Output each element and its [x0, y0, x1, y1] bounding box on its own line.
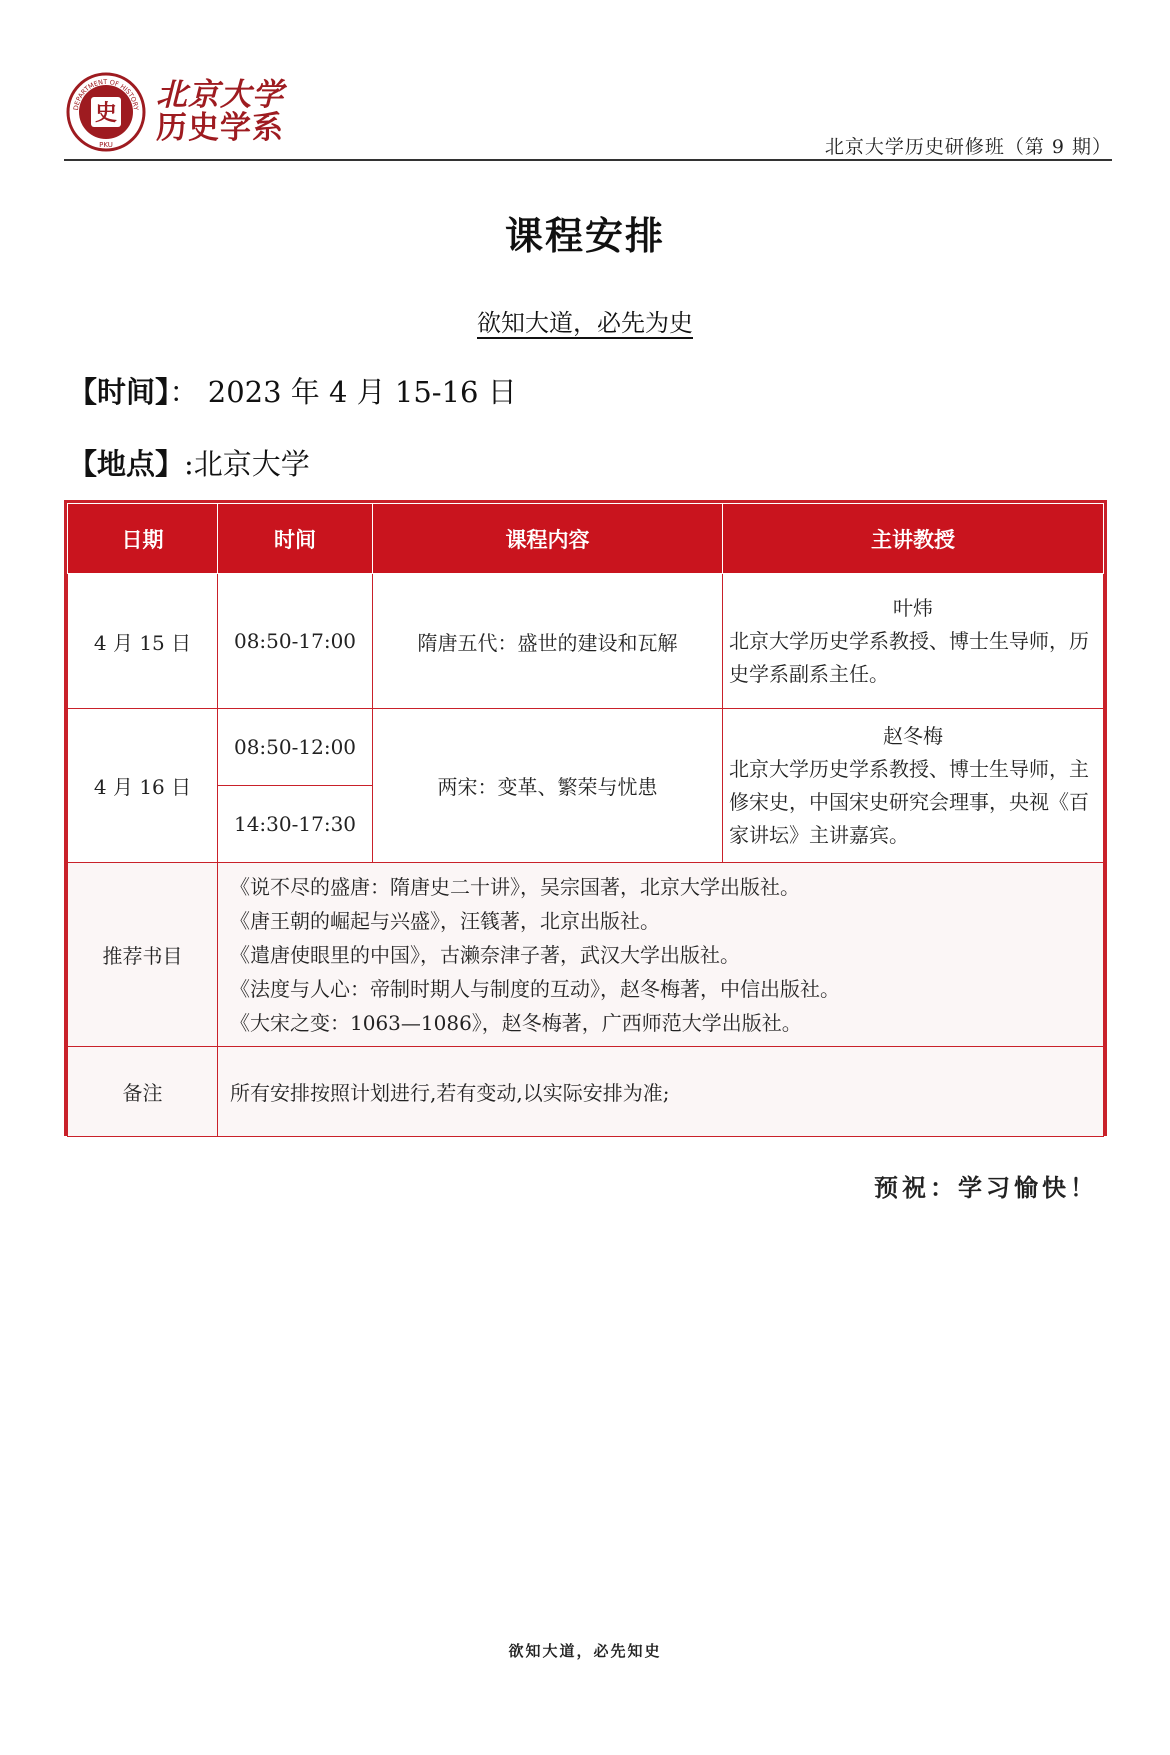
day1-lecturer-name: 叶炜	[893, 595, 933, 620]
table-row	[68, 863, 1104, 1047]
header-divider	[64, 159, 1112, 161]
pku-history-seal-icon	[66, 72, 146, 152]
time-value: 2023 年 4 月 15-16 日	[207, 375, 517, 409]
table-row	[68, 709, 1104, 786]
day2-time-pm: 14:30-17:30	[218, 786, 373, 863]
book-item: 《唐王朝的崛起与兴盛》，汪篯著，北京出版社。	[230, 908, 660, 933]
header-lecturer: 主讲教授	[723, 504, 1104, 574]
time-separator: ：	[169, 375, 199, 409]
time-info	[68, 370, 517, 411]
seal-text-top: DEPARTMENT OF HISTORY	[71, 77, 140, 111]
day2-lecturer-name: 赵冬梅	[883, 723, 943, 748]
closing-wish: 预祝：学习愉快！	[874, 1174, 1098, 1202]
day2-time-am: 08:50-12:00	[218, 709, 373, 786]
footer-motto: 欲知大道，必先知史	[508, 1642, 662, 1660]
program-name: 北京大学历史研修班（第 9 期）	[824, 136, 1112, 158]
book-item: 《说不尽的盛唐：隋唐史二十讲》，吴宗国著，北京大学出版社。	[230, 874, 800, 899]
page-title: 课程安排	[504, 214, 665, 258]
schedule-table	[64, 500, 1107, 1136]
day1-lecturer-desc: 北京大学历史学系教授、博士生导师，历史学系副系主任。	[729, 628, 1089, 686]
day2-course: 两宋：变革、繁荣与忧患	[373, 709, 723, 863]
header-date: 日期	[68, 504, 218, 574]
book-item: 《法度与人心：帝制时期人与制度的互动》，赵冬梅著，中信出版社。	[230, 976, 840, 1001]
place-info	[68, 442, 310, 483]
seal-glyph: 史	[94, 100, 118, 126]
day1-time: 08:50-17:00	[218, 574, 373, 709]
logo-department-name: 历史学系	[156, 110, 284, 146]
table-header-row	[68, 504, 1104, 574]
day1-lecturer	[723, 574, 1104, 709]
time-label: 【时间】	[68, 375, 170, 409]
remarks-text: 所有安排按照计划进行,若有变动,以实际安排为准;	[218, 1047, 1104, 1137]
book-item: 《遣唐使眼里的中国》，古濑奈津子著，武汉大学出版社。	[230, 942, 740, 967]
pku-history-logo	[66, 72, 284, 152]
logo-text	[156, 79, 284, 144]
books-label: 推荐书目	[68, 863, 218, 1047]
header-course: 课程内容	[373, 504, 723, 574]
day2-date: 4 月 16 日	[68, 709, 218, 863]
place-separator: :	[184, 447, 194, 481]
books-list	[218, 863, 1104, 1047]
book-item: 《大宋之变：1063—1086》，赵冬梅著，广西师范大学出版社。	[230, 1010, 802, 1035]
table-row	[68, 574, 1104, 709]
day1-date: 4 月 15 日	[68, 574, 218, 709]
day2-lecturer-desc: 北京大学历史学系教授、博士生导师，主修宋史，中国宋史研究会理事，央视《百家讲坛》主讲嘉宾。	[729, 756, 1089, 847]
day2-lecturer	[723, 709, 1104, 863]
place-value: 北京大学	[193, 447, 310, 481]
remarks-label: 备注	[68, 1047, 218, 1137]
table-row	[68, 1047, 1104, 1137]
page-subtitle: 欲知大道，必先为史	[477, 309, 693, 337]
logo-university-name: 北京大学	[156, 77, 284, 114]
header-time: 时间	[218, 504, 373, 574]
seal-text-bottom: PKU	[99, 141, 113, 149]
day1-course: 隋唐五代：盛世的建设和瓦解	[373, 574, 723, 709]
place-label: 【地点】	[68, 447, 185, 481]
